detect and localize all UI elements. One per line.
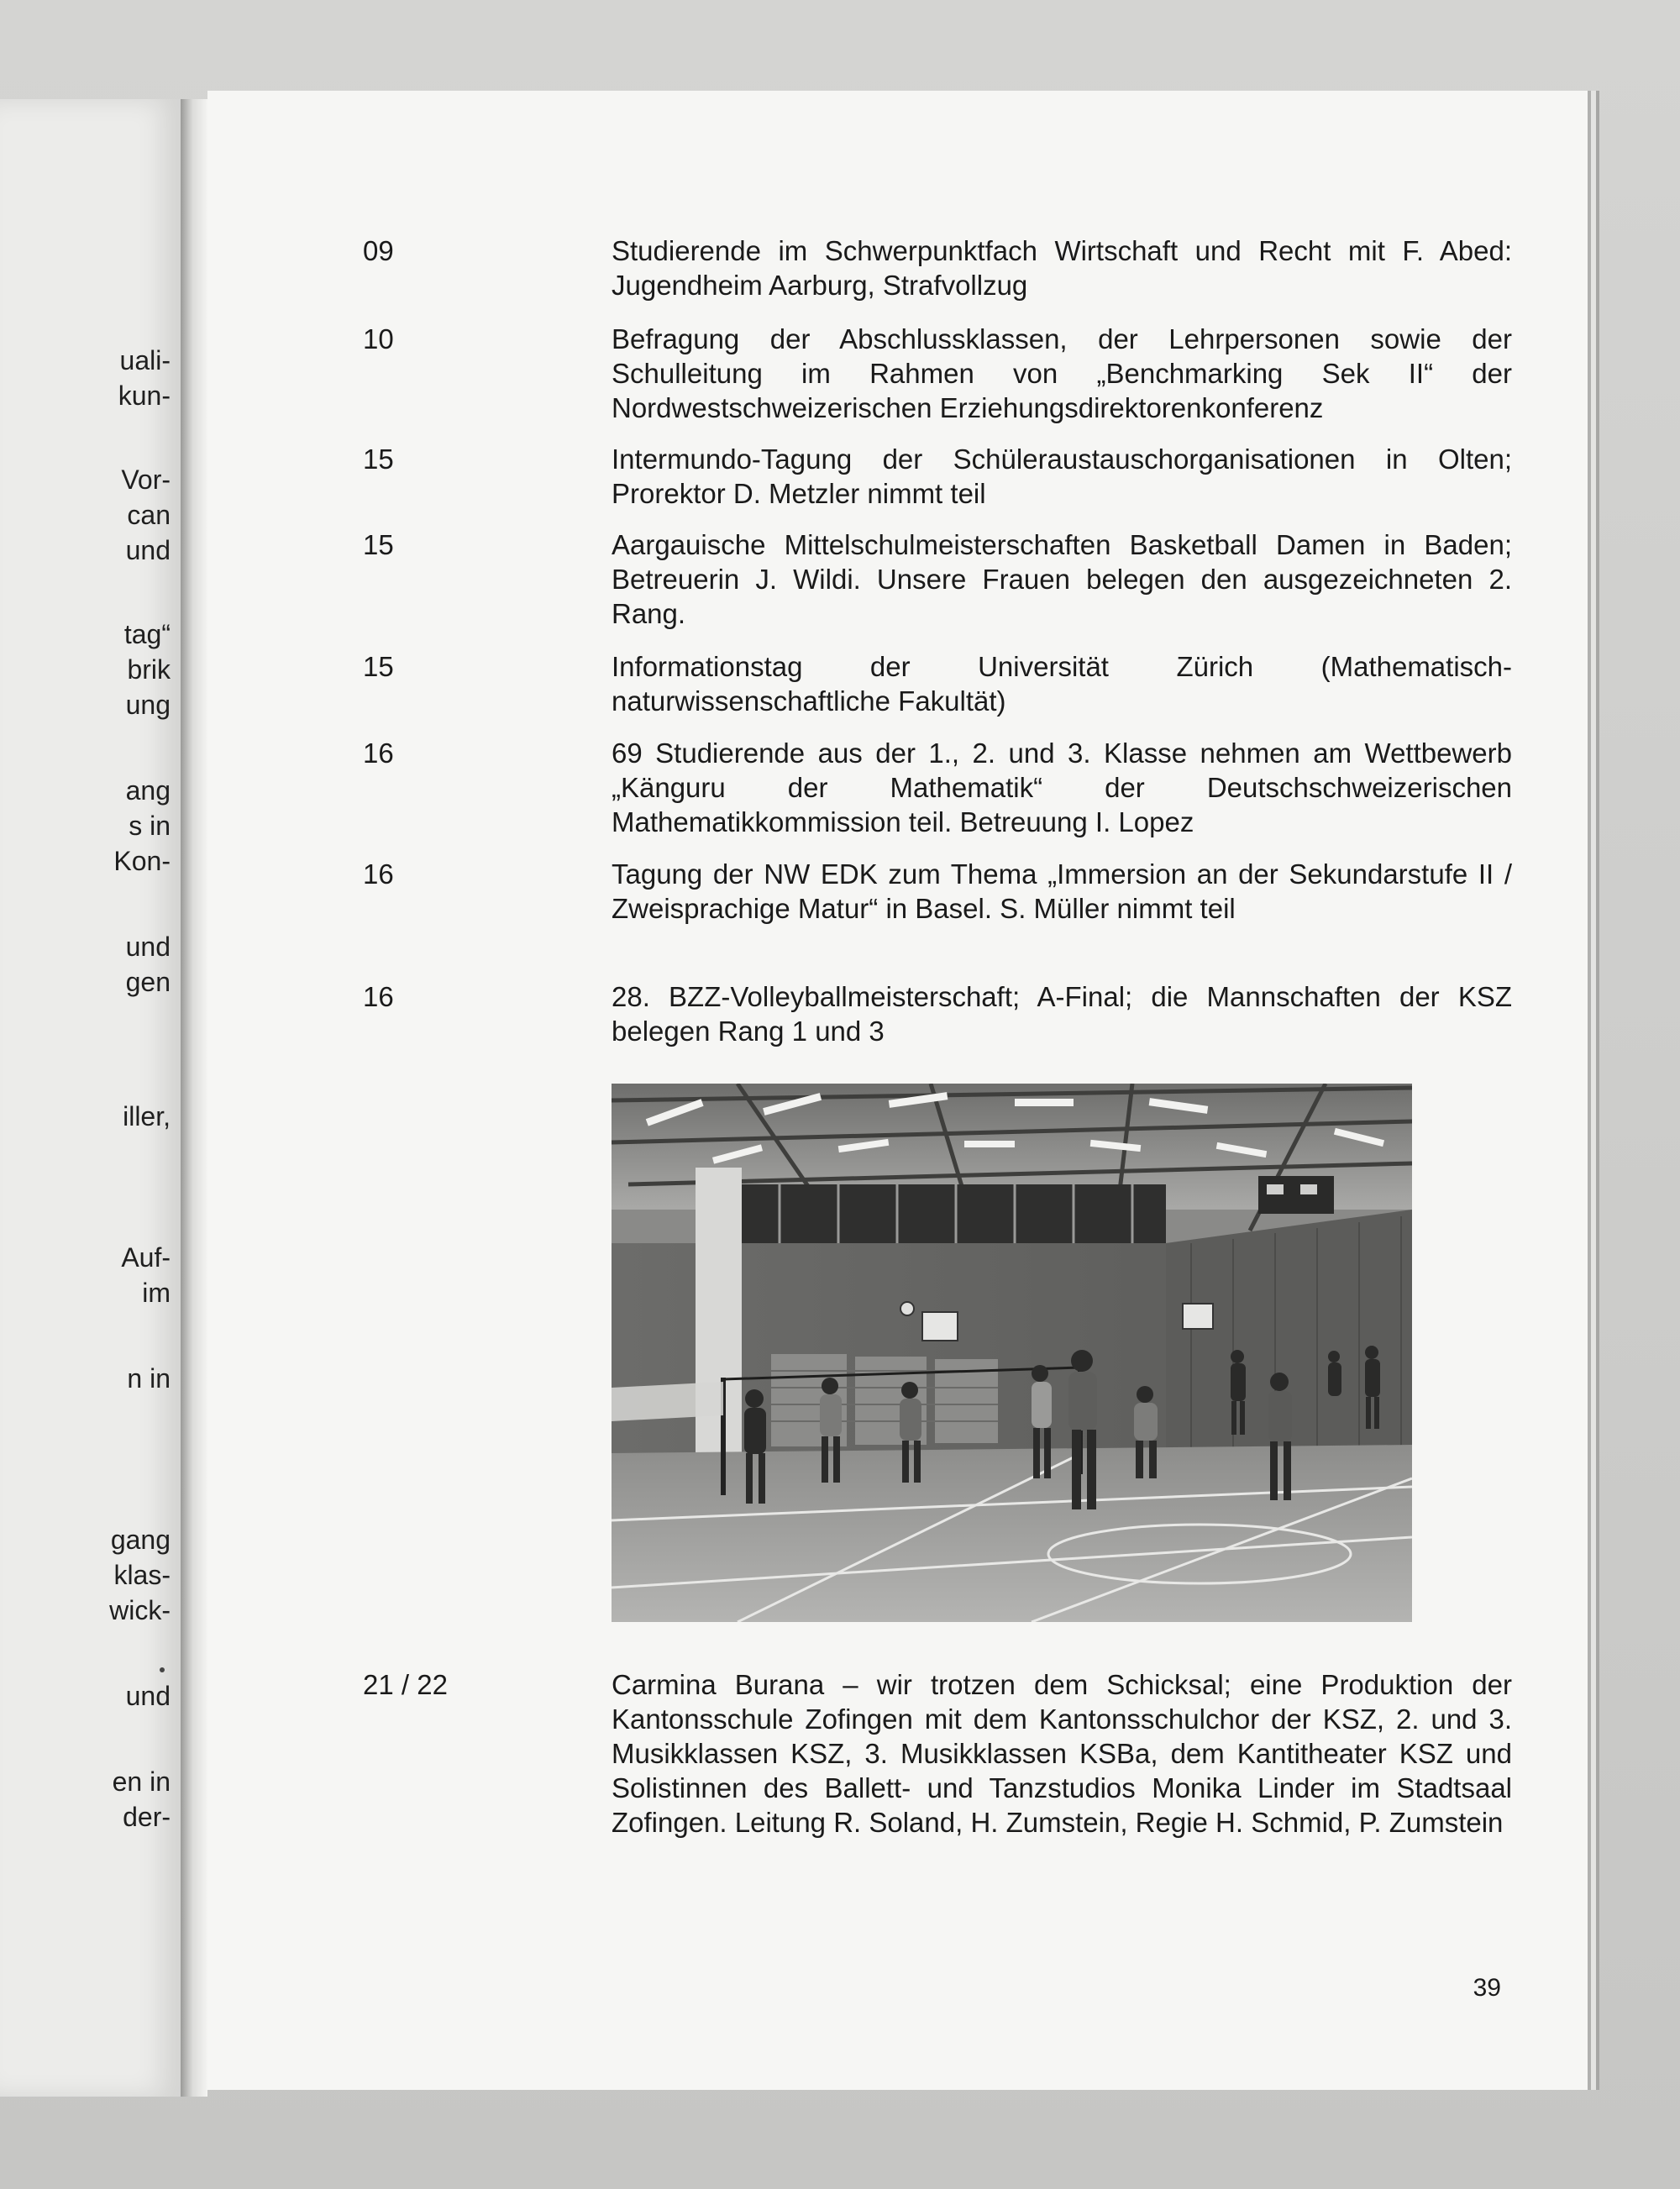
speck [160, 1667, 165, 1672]
left-page-fragment: brik [127, 654, 171, 685]
entry-text: Intermundo-Tagung der Schüleraustauschorganisationen in Olten; Prorektor D. Metzler nimmt teil [612, 444, 1512, 509]
entry-text: Studierende im Schwerpunktfach Wirtschaft und Recht mit F. Abed: Jugendheim Aarburg, Strafvollzug [612, 235, 1512, 301]
left-page-fragment: Auf- [121, 1242, 171, 1273]
entry-day: 16 [363, 858, 394, 890]
left-facing-page [0, 99, 181, 2097]
page-number: 39 [1473, 1974, 1501, 2002]
entry-text: Aargauische Mittelschulmeisterschaften Basketball Damen in Baden; Betreuerin J. Wildi. Unsere Frauen belegen den ausgezeichneten 2. Rang. [612, 529, 1512, 629]
left-page-fragment: und [125, 932, 171, 962]
volleyball-gym-photo [612, 1084, 1412, 1622]
left-page-fragment: kun- [118, 381, 171, 411]
entry-day: 15 [363, 444, 394, 475]
entry-day: 15 [363, 529, 394, 560]
entry-day: 10 [363, 323, 394, 354]
entry-day: 09 [363, 235, 394, 266]
left-page-fragment: gen [125, 967, 171, 997]
left-page-fragment: s in [129, 811, 171, 841]
left-page-fragment: en in [112, 1766, 171, 1797]
entry-text: Carmina Burana – wir trotzen dem Schicksal; eine Produktion der Kantonsschule Zofingen mit dem Kantonsschulchor der KSZ, 2. und 3. Musikklassen KSZ, 3. Musikklassen KSBa, dem Kantitheater KSZ und Solistinnen des Ballett- und Tanzstudios Monika Linder im Stadtsaal Zofingen. Leitung R. Soland, H. Zumstein, Regie H. Schmid, P. Zumstein [612, 1669, 1512, 1838]
entry-text: 69 Studierende aus der 1., 2. und 3. Klasse nehmen am Wettbewerb „Känguru der Mathematik“ der Deutschschweizerischen Mathematikkommission teil. Betreuung I. Lopez [612, 738, 1512, 837]
entry-text: Informationstag der Universität Zürich (Mathematisch-naturwissenschaftliche Fakultät) [612, 651, 1512, 717]
left-page-fragment: iller, [123, 1101, 171, 1131]
entry-text: Tagung der NW EDK zum Thema „Immersion an der Sekundarstufe II / Zweisprachige Matur“ in Basel. S. Müller nimmt teil [612, 858, 1512, 924]
left-page-fragment: der- [123, 1802, 171, 1832]
entry-day: 21 / 22 [363, 1669, 448, 1700]
left-page-fragment: und [125, 1681, 171, 1711]
left-page-fragment: can [127, 500, 171, 530]
left-page-fragment: tag“ [123, 619, 171, 649]
left-page-fragment: und [125, 535, 171, 565]
left-page-fragment: klas- [113, 1560, 171, 1590]
left-page-fragment: im [142, 1278, 171, 1308]
left-page-fragment: gang [110, 1525, 171, 1555]
left-page-fragment: wick- [109, 1595, 171, 1625]
entry-day: 15 [363, 651, 394, 682]
left-page-fragment: uali- [119, 345, 171, 375]
left-page-fragment: n in [127, 1363, 171, 1394]
entry-text: Befragung der Abschlussklassen, der Lehrpersonen sowie der Schulleitung im Rahmen von „Benchmarking Sek II“ der Nordwestschweizerischen Erziehungsdirektorenkonferenz [612, 323, 1512, 423]
left-page-fragment: ung [125, 690, 171, 720]
entry-day: 16 [363, 981, 394, 1012]
left-page-fragment: Vor- [121, 465, 171, 495]
left-page-fragment: Kon- [113, 846, 171, 876]
right-page [207, 91, 1588, 2090]
entry-day: 16 [363, 738, 394, 769]
left-page-fragment: ang [125, 775, 171, 806]
entry-text: 28. BZZ-Volleyballmeisterschaft; A-Final; die Mannschaften der KSZ belegen Rang 1 und 3 [612, 981, 1512, 1047]
book-gutter [181, 99, 207, 2097]
